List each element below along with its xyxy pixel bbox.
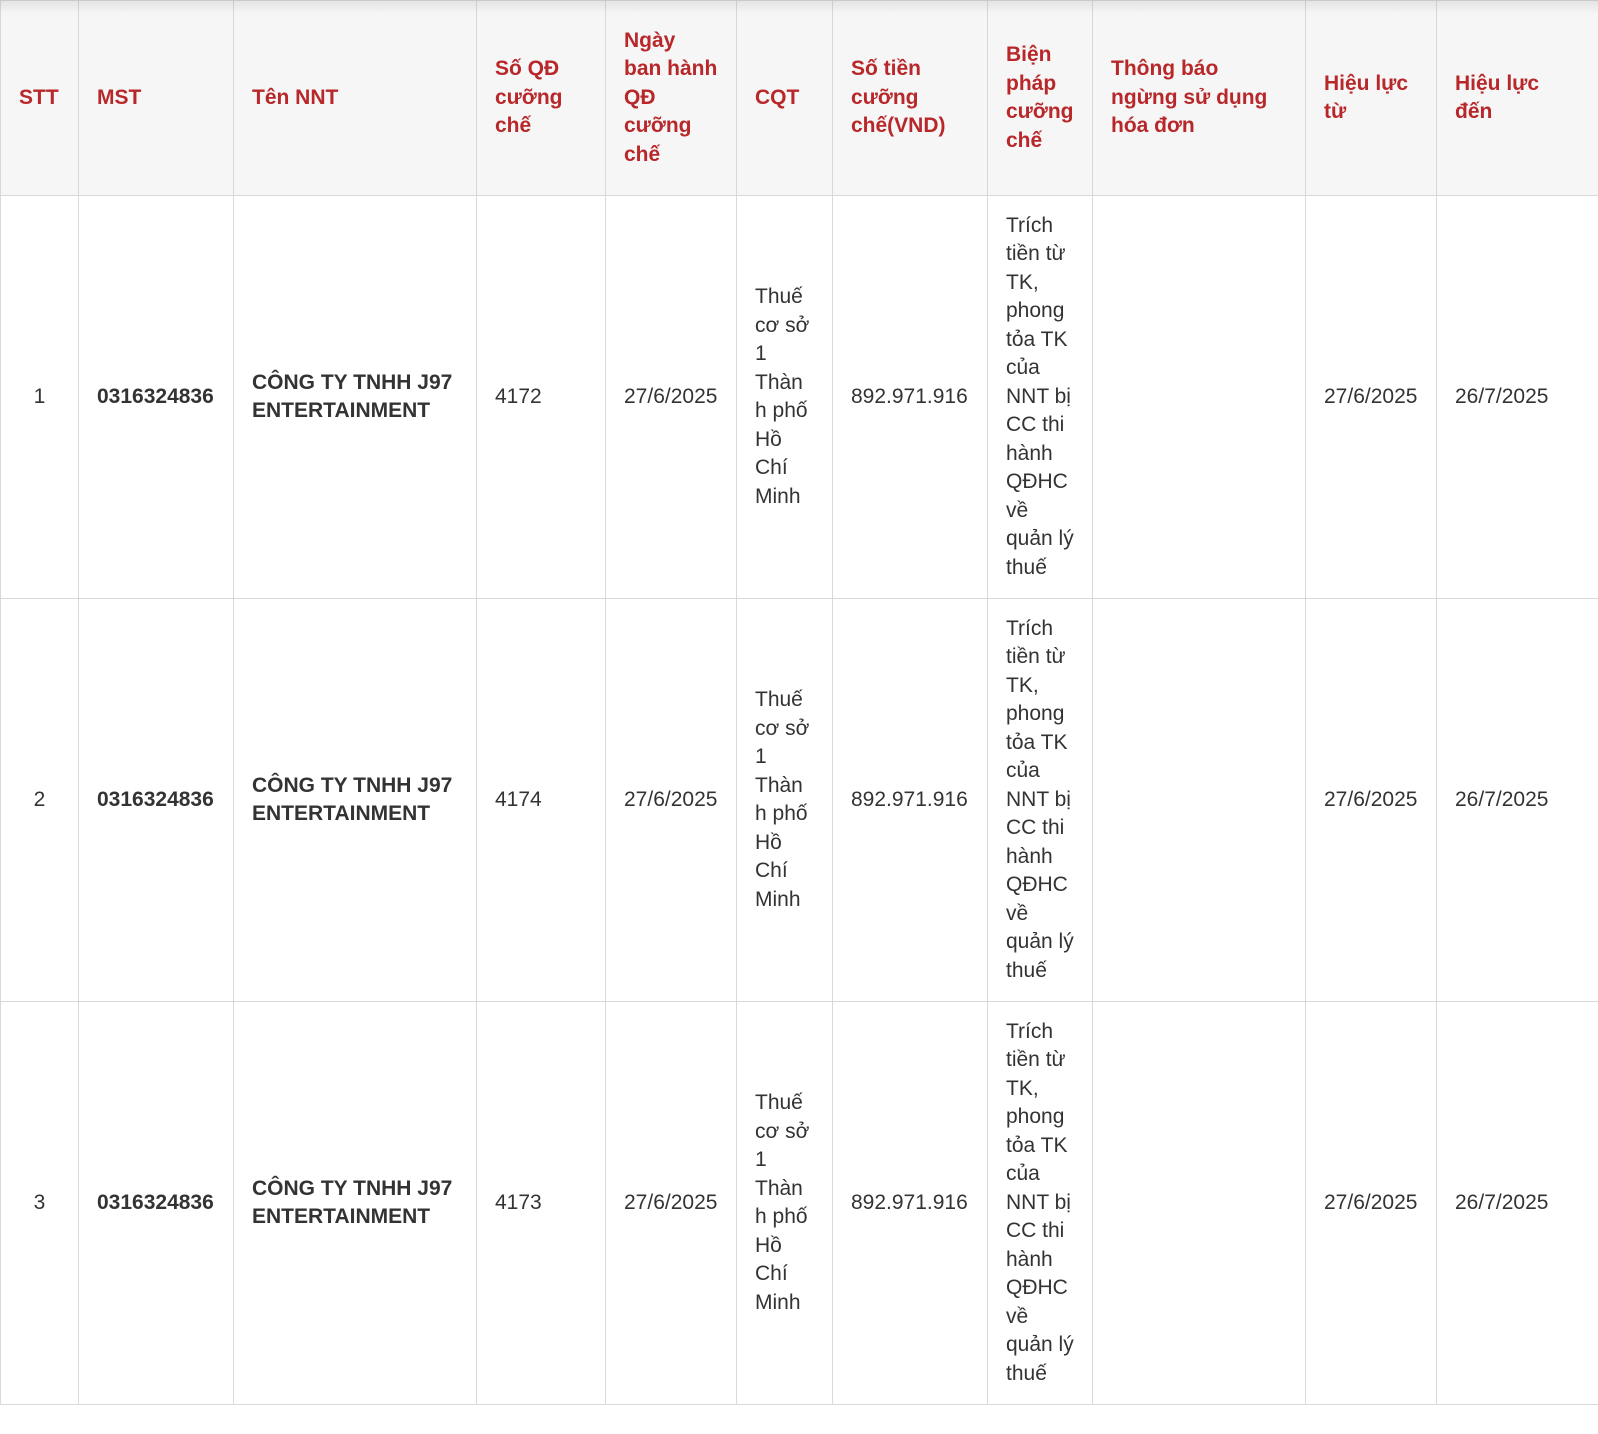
cell-decision-number: 4172 <box>477 196 606 599</box>
cell-measure: Trích tiền từ TK, phong tỏa TK của NNT bị CC thi hành QĐHC về quản lý thuế <box>988 196 1093 599</box>
table-row <box>1 196 1598 599</box>
col-header-issue-date: Ngày ban hành QĐ cưỡng chế <box>606 1 737 196</box>
cell-cqt: Thuế cơ sở 1 Thành phố Hồ Chí Minh <box>737 599 833 1002</box>
col-header-taxpayer-name: Tên NNT <box>234 1 477 196</box>
col-header-valid-from: Hiệu lực từ <box>1306 1 1437 196</box>
cell-invoice-notice <box>1093 1002 1306 1405</box>
cell-valid-from: 27/6/2025 <box>1306 1002 1437 1405</box>
cell-decision-number: 4173 <box>477 1002 606 1405</box>
table-row <box>1 1002 1598 1405</box>
cell-measure: Trích tiền từ TK, phong tỏa TK của NNT bị CC thi hành QĐHC về quản lý thuế <box>988 1002 1093 1405</box>
cell-issue-date: 27/6/2025 <box>606 196 737 599</box>
cell-invoice-notice <box>1093 196 1306 599</box>
cell-amount: 892.971.916 <box>833 196 988 599</box>
header-row <box>1 1 1598 196</box>
col-header-amount: Số tiền cưỡng chế(VND) <box>833 1 988 196</box>
cell-valid-from: 27/6/2025 <box>1306 196 1437 599</box>
cell-taxpayer-name: CÔNG TY TNHH J97 ENTERTAINMENT <box>234 599 477 1002</box>
cell-invoice-notice <box>1093 599 1306 1002</box>
col-header-decision-number: Số QĐ cưỡng chế <box>477 1 606 196</box>
cell-stt: 1 <box>1 196 79 599</box>
col-header-invoice-notice: Thông báo ngừng sử dụng hóa đơn <box>1093 1 1306 196</box>
cell-stt: 2 <box>1 599 79 1002</box>
cell-issue-date: 27/6/2025 <box>606 599 737 1002</box>
cell-amount: 892.971.916 <box>833 599 988 1002</box>
cell-mst: 0316324836 <box>79 1002 234 1405</box>
cell-valid-to: 26/7/2025 <box>1437 599 1598 1002</box>
cell-valid-to: 26/7/2025 <box>1437 196 1598 599</box>
cell-cqt: Thuế cơ sở 1 Thành phố Hồ Chí Minh <box>737 196 833 599</box>
cell-decision-number: 4174 <box>477 599 606 1002</box>
table-row <box>1 599 1598 1002</box>
cell-taxpayer-name: CÔNG TY TNHH J97 ENTERTAINMENT <box>234 196 477 599</box>
cell-amount: 892.971.916 <box>833 1002 988 1405</box>
cell-valid-from: 27/6/2025 <box>1306 599 1437 1002</box>
col-header-measure: Biện pháp cưỡng chế <box>988 1 1093 196</box>
cell-taxpayer-name: CÔNG TY TNHH J97 ENTERTAINMENT <box>234 1002 477 1405</box>
col-header-stt: STT <box>1 1 79 196</box>
cell-issue-date: 27/6/2025 <box>606 1002 737 1405</box>
col-header-cqt: CQT <box>737 1 833 196</box>
cell-measure: Trích tiền từ TK, phong tỏa TK của NNT bị CC thi hành QĐHC về quản lý thuế <box>988 599 1093 1002</box>
cell-mst: 0316324836 <box>79 599 234 1002</box>
col-header-valid-to: Hiệu lực đến <box>1437 1 1598 196</box>
cell-valid-to: 26/7/2025 <box>1437 1002 1598 1405</box>
cell-cqt: Thuế cơ sở 1 Thành phố Hồ Chí Minh <box>737 1002 833 1405</box>
cell-stt: 3 <box>1 1002 79 1405</box>
cell-mst: 0316324836 <box>79 196 234 599</box>
col-header-mst: MST <box>79 1 234 196</box>
